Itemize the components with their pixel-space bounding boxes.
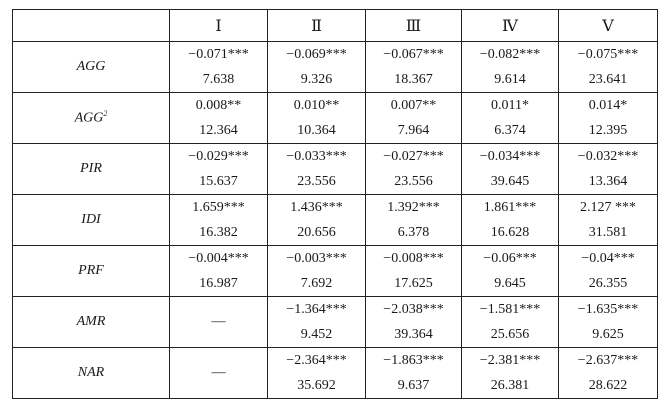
- value-cell: [170, 297, 268, 348]
- t-statistic: 10.364: [297, 123, 336, 138]
- t-statistic: 31.581: [588, 225, 628, 240]
- table-row: [13, 297, 658, 348]
- empty-dash: —: [211, 314, 226, 329]
- variable-cell: [13, 348, 170, 399]
- t-statistic: 28.622: [588, 378, 628, 393]
- value-cell: [462, 144, 559, 195]
- value-cell: [366, 246, 462, 297]
- t-statistic: 9.645: [494, 276, 526, 291]
- coefficient: −0.033***: [286, 149, 347, 164]
- t-statistic: 39.364: [394, 327, 433, 342]
- header-cell-model-2: Ⅱ: [268, 10, 366, 42]
- variable-superscript: 2: [103, 109, 108, 119]
- header-cell-blank: [13, 10, 170, 42]
- t-statistic: 35.692: [297, 378, 336, 393]
- header-cell-model-4: Ⅳ: [462, 10, 559, 42]
- value-cell: [366, 297, 462, 348]
- variable-cell: [13, 297, 170, 348]
- table-row: [13, 195, 658, 246]
- coefficient: 2.127 ***: [580, 200, 636, 215]
- value-cell: [559, 42, 658, 93]
- t-statistic: 6.374: [494, 123, 526, 138]
- t-statistic: 23.556: [394, 174, 433, 189]
- t-statistic: 9.452: [300, 327, 333, 342]
- t-statistic: 18.367: [394, 72, 433, 87]
- value-cell: [559, 297, 658, 348]
- t-statistic: 9.637: [397, 378, 430, 393]
- coefficient: 1.861***: [483, 200, 537, 215]
- t-statistic: 6.378: [397, 225, 430, 240]
- value-cell: [559, 144, 658, 195]
- value-cell: [462, 246, 559, 297]
- coefficient: −0.027***: [383, 149, 444, 164]
- value-cell: [170, 42, 268, 93]
- table-row: [13, 42, 658, 93]
- coefficient: 1.436***: [290, 200, 343, 215]
- coefficient: 0.014*: [588, 98, 628, 113]
- t-statistic: 16.382: [199, 225, 238, 240]
- coefficient: 0.008**: [195, 98, 242, 113]
- t-statistic: 9.614: [494, 72, 526, 87]
- value-cell: [559, 348, 658, 399]
- coefficient: −0.071***: [188, 47, 249, 62]
- value-cell: [268, 93, 366, 144]
- coefficient: −0.008***: [383, 251, 444, 266]
- value-cell: [559, 93, 658, 144]
- variable-name: AGG: [74, 110, 104, 126]
- coefficient: 1.392***: [387, 200, 440, 215]
- t-statistic: 16.987: [199, 276, 238, 291]
- value-cell: [366, 144, 462, 195]
- empty-dash: —: [211, 365, 226, 380]
- t-statistic: 26.355: [588, 276, 628, 291]
- coefficient: −2.364***: [286, 353, 347, 368]
- coefficient: −0.032***: [577, 149, 639, 164]
- coefficient: 0.011*: [491, 98, 529, 113]
- t-statistic: 15.637: [199, 174, 238, 189]
- table-row: [13, 144, 658, 195]
- variable-name: PIR: [80, 161, 102, 176]
- regression-table: [12, 9, 658, 399]
- value-cell: [462, 42, 559, 93]
- table-row: [13, 348, 658, 399]
- variable-cell: [13, 195, 170, 246]
- t-statistic: 17.625: [394, 276, 433, 291]
- variable-name: PRF: [78, 263, 104, 278]
- value-cell: [462, 195, 559, 246]
- t-statistic: 20.656: [297, 225, 336, 240]
- coefficient: −0.034***: [479, 149, 541, 164]
- value-cell: [170, 348, 268, 399]
- variable-cell: [13, 42, 170, 93]
- t-statistic: 7.692: [300, 276, 333, 291]
- value-cell: [170, 93, 268, 144]
- value-cell: [268, 348, 366, 399]
- t-statistic: 9.326: [300, 72, 333, 87]
- header-cell-model-3: Ⅲ: [366, 10, 462, 42]
- variable-cell: [13, 246, 170, 297]
- coefficient: −0.029***: [188, 149, 249, 164]
- t-statistic: 39.645: [490, 174, 530, 189]
- value-cell: [366, 348, 462, 399]
- value-cell: [559, 195, 658, 246]
- t-statistic: 25.656: [490, 327, 530, 342]
- value-cell: [366, 93, 462, 144]
- t-statistic: 23.641: [588, 72, 628, 87]
- coefficient: −1.863***: [383, 353, 444, 368]
- variable-name: AGG: [76, 59, 106, 74]
- value-cell: [268, 297, 366, 348]
- coefficient: −0.069***: [286, 47, 347, 62]
- value-cell: [170, 246, 268, 297]
- t-statistic: 9.625: [592, 327, 624, 342]
- value-cell: [268, 195, 366, 246]
- value-cell: [170, 144, 268, 195]
- coefficient: −0.004***: [188, 251, 249, 266]
- value-cell: [462, 348, 559, 399]
- coefficient: −1.635***: [577, 302, 639, 317]
- value-cell: [170, 195, 268, 246]
- table-body: [13, 42, 658, 399]
- t-statistic: 7.638: [202, 72, 235, 87]
- t-statistic: 13.364: [588, 174, 628, 189]
- value-cell: [462, 297, 559, 348]
- variable-name: NAR: [77, 365, 105, 380]
- header-cell-model-1: Ⅰ: [170, 10, 268, 42]
- value-cell: [268, 246, 366, 297]
- coefficient: −1.581***: [479, 302, 541, 317]
- coefficient: −0.003***: [286, 251, 347, 266]
- coefficient: 1.659***: [192, 200, 245, 215]
- value-cell: [366, 42, 462, 93]
- t-statistic: 12.395: [588, 123, 628, 138]
- value-cell: [559, 246, 658, 297]
- t-statistic: 7.964: [397, 123, 430, 138]
- coefficient: −2.038***: [383, 302, 444, 317]
- coefficient: −0.06***: [483, 251, 537, 266]
- header-row: [13, 10, 658, 42]
- coefficient: −1.364***: [286, 302, 347, 317]
- value-cell: [462, 93, 559, 144]
- coefficient: −0.067***: [383, 47, 444, 62]
- t-statistic: 26.381: [490, 378, 530, 393]
- header-cell-model-5: Ⅴ: [559, 10, 658, 42]
- coefficient: −2.381***: [479, 353, 541, 368]
- value-cell: [366, 195, 462, 246]
- table-row: [13, 93, 658, 144]
- value-cell: [268, 42, 366, 93]
- coefficient: −0.04***: [581, 251, 635, 266]
- coefficient: 0.007**: [390, 98, 437, 113]
- coefficient: −0.075***: [577, 47, 639, 62]
- coefficient: 0.010**: [293, 98, 340, 113]
- variable-cell: [13, 93, 170, 144]
- coefficient: −2.637***: [577, 353, 639, 368]
- value-cell: [268, 144, 366, 195]
- variable-cell: [13, 144, 170, 195]
- coefficient: −0.082***: [479, 47, 541, 62]
- t-statistic: 12.364: [199, 123, 238, 138]
- variable-name: IDI: [81, 212, 101, 227]
- variable-name: AMR: [76, 314, 106, 329]
- t-statistic: 23.556: [297, 174, 336, 189]
- t-statistic: 16.628: [490, 225, 530, 240]
- table-row: [13, 246, 658, 297]
